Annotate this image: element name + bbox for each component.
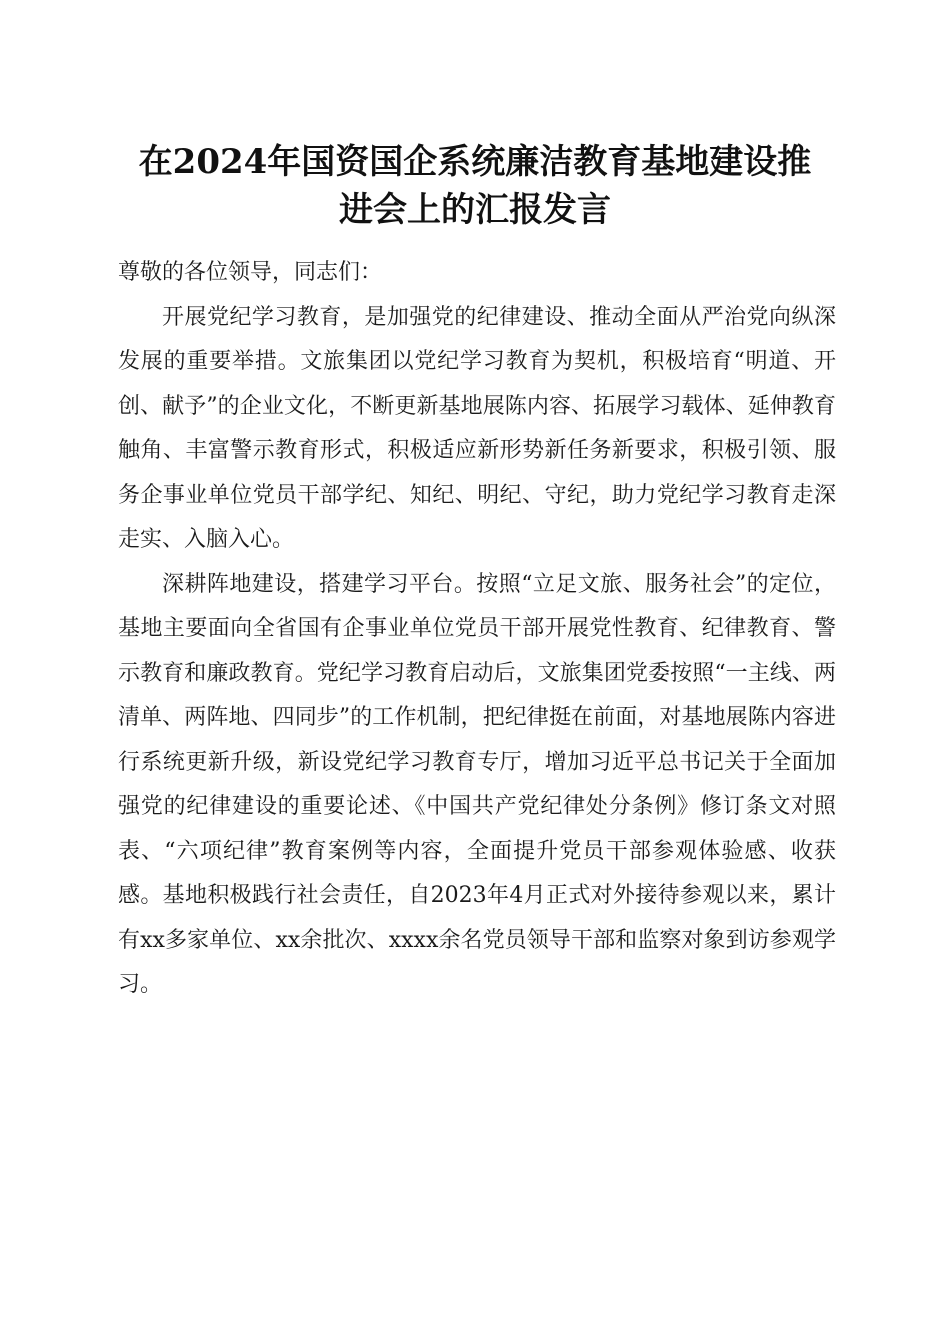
paragraph-2: 深耕阵地建设，搭建学习平台。按照“立足文旅、服务社会”的定位，基地主要面向全省国有企事业单位党员干部开展党性教育、纪律教育、警示教育和廉政教育。党纪学习教育启动后，文旅集团党委按照“一主线、两清单、两阵地、四同步”的工作机制，把纪律挺在前面，对基地展陈内容进行系统更新升级，新设党纪学习教育专厅，增加习近平总书记关于全面加强党的纪律建设的重要论述、《中国共产党纪律处分条例》修订条文对照表、“六项纪律”教育案例等内容，全面提升党员干部参观体验感、收获感。基地积极践行社会责任，自2023年4月正式对外接待参观以来，累计有xx多家单位、xx余批次、xxxx余名党员领导干部和监察对象到访参观学习。	[118, 571, 836, 997]
document-body	[118, 251, 836, 1008]
paragraph-1: 开展党纪学习教育，是加强党的纪律建设、推动全面从严治党向纵深发展的重要举措。文旅集团以党纪学习教育为契机，积极培育“明道、开创、献予”的企业文化，不断更新基地展陈内容、拓展学习载体、延伸教育触角、丰富警示教育形式，积极适应新形势新任务新要求，积极引领、服务企事业单位党员干部学纪、知纪、明纪、守纪，助力党纪学习教育走深走实、入脑入心。	[118, 304, 836, 552]
title-line-1: 在2024年国资国企系统廉洁教育基地建设推	[138, 142, 812, 182]
document-title	[100, 138, 850, 234]
title-line-2: 进会上的汇报发言	[339, 190, 611, 230]
salutation: 尊敬的各位领导，同志们：	[118, 260, 383, 285]
